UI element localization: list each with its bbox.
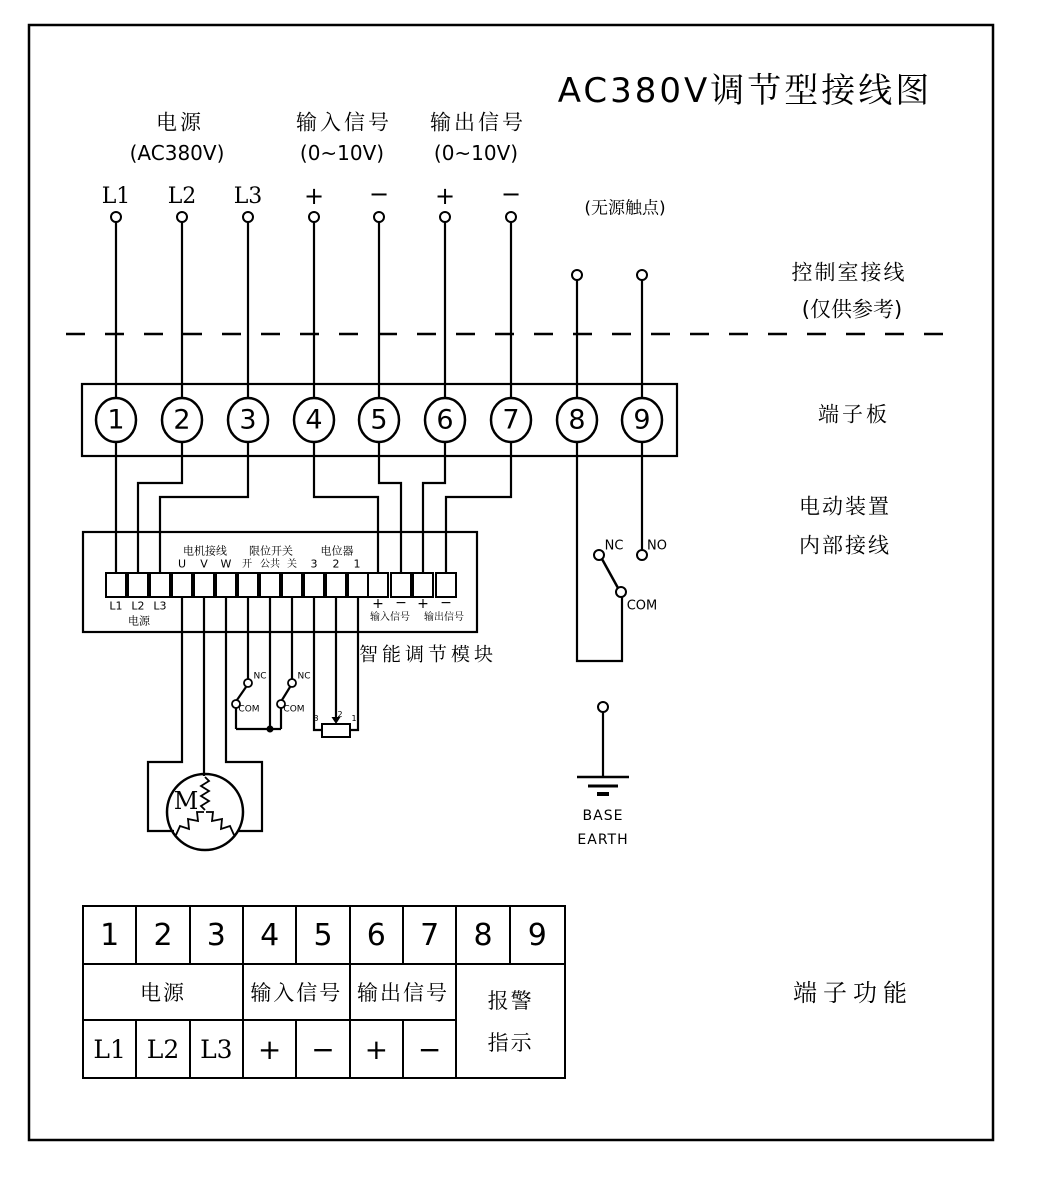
- table-number-1: 1: [84, 907, 137, 965]
- pot-3-wire: [314, 597, 322, 730]
- table-value-l2: L2: [137, 1021, 190, 1077]
- module-name-label: 智能调节模块: [358, 643, 498, 666]
- board-terminal-1: 1: [107, 404, 125, 436]
- limit-b-com-label: COM: [283, 704, 305, 715]
- module-term-p1: 1: [353, 557, 361, 571]
- alarm-switch: [594, 550, 647, 597]
- earth-label-line1: BASE: [582, 808, 624, 824]
- table-value-out-plus: +: [351, 1021, 404, 1077]
- module-term-l2: L2: [131, 599, 145, 613]
- module-output-label: 输出信号: [424, 612, 464, 623]
- alarm-no-label: NO: [647, 538, 667, 554]
- device-label-line1: 电动装置: [799, 494, 891, 519]
- limit-b-nc-label: NC: [297, 671, 311, 682]
- field-tag-output-minus: −: [500, 180, 522, 208]
- table-number-6: 6: [351, 907, 404, 965]
- module-term-p3: 3: [310, 557, 318, 571]
- terminal-board-label: 端子板: [818, 402, 890, 427]
- input-group-spec: (0~10V): [299, 141, 385, 165]
- field-tag-input-plus: +: [303, 182, 325, 210]
- table-power-group: 电源: [84, 965, 244, 1021]
- limit-a-nc-label: NC: [253, 671, 267, 682]
- module-power-label: 电源: [128, 614, 150, 628]
- field-tag-l2: L2: [167, 184, 197, 209]
- diagram-title: AC380V调节型接线图: [557, 71, 933, 111]
- table-value-in-plus: +: [244, 1021, 297, 1077]
- alarm-no-contact: [637, 550, 647, 560]
- board-terminal-4: 4: [305, 404, 323, 436]
- field-tag-l1: L1: [101, 184, 131, 209]
- power-group-label: 电源: [156, 110, 204, 135]
- module-input-label: 输入信号: [370, 612, 410, 623]
- motor-winding-top: [201, 777, 209, 810]
- field-wires: [116, 222, 642, 399]
- module-term-u: U: [177, 557, 187, 571]
- pot-3-label: 3: [313, 714, 319, 723]
- table-number-7: 7: [404, 907, 457, 965]
- module-term-close: 关: [287, 559, 297, 570]
- function-table-caption: 端子功能: [793, 979, 913, 1007]
- table-alarm-line1: 报警: [487, 989, 534, 1013]
- module-term-p2: 2: [332, 557, 340, 571]
- module-in-plus: +: [372, 596, 384, 612]
- motor-winding-left: [176, 812, 204, 835]
- module-in-minus: −: [395, 595, 407, 611]
- module-term-v: V: [200, 557, 208, 571]
- power-group-spec: (AC380V): [129, 141, 225, 165]
- field-tag-output-plus: +: [434, 182, 456, 210]
- table-number-5: 5: [297, 907, 350, 965]
- module-out-plus: +: [417, 596, 429, 612]
- device-label-line2: 内部接线: [799, 533, 891, 558]
- earth-contact: [598, 702, 608, 712]
- field-tag-l3: L3: [233, 184, 263, 209]
- output-group-spec: (0~10V): [433, 141, 519, 165]
- module-motor-group-label: 电机接线: [183, 544, 227, 558]
- table-number-9: 9: [511, 907, 564, 965]
- table-value-out-minus: −: [404, 1021, 457, 1077]
- pot-1-wire: [350, 597, 358, 730]
- module-term-l3: L3: [153, 599, 167, 613]
- table-number-4: 4: [244, 907, 297, 965]
- table-alarm-group: [457, 965, 564, 1077]
- dry-contact-label: (无源触点): [584, 198, 666, 219]
- motor-label: M: [173, 787, 199, 815]
- control-room-note-line1: 控制室接线: [791, 260, 907, 285]
- board-terminal-2: 2: [173, 404, 191, 436]
- board-terminal-6: 6: [436, 404, 454, 436]
- motor-winding-right: [206, 812, 234, 835]
- table-number-8: 8: [457, 907, 510, 965]
- module-limit-group-label: 限位开关: [249, 544, 293, 558]
- table-alarm-line2: 指示: [487, 1031, 534, 1055]
- table-output-group: 输出信号: [351, 965, 458, 1021]
- alarm-com-label: COM: [626, 598, 658, 614]
- board-terminal-3: 3: [239, 404, 257, 436]
- table-value-l3: L3: [191, 1021, 244, 1077]
- table-number-2: 2: [137, 907, 190, 965]
- pot-1-label: 1: [351, 714, 357, 723]
- control-room-note-line2: (仅供参考): [801, 297, 903, 322]
- module-term-w: W: [220, 557, 232, 571]
- limit-a-com-label: COM: [238, 704, 260, 715]
- alarm-nc-label: NC: [604, 538, 624, 554]
- module-term-open: 开: [242, 559, 252, 570]
- input-group-label: 输入信号: [296, 110, 392, 135]
- module-pot-group-label: 电位器: [320, 544, 354, 558]
- output-group-label: 输出信号: [430, 110, 526, 135]
- potentiometer: [322, 717, 350, 737]
- alarm-switch-lever: [602, 559, 618, 588]
- board-terminal-9: 9: [633, 404, 651, 436]
- junction-dot: [267, 726, 274, 733]
- table-number-3: 3: [191, 907, 244, 965]
- board-terminal-8: 8: [568, 404, 586, 436]
- module-term-common: 公共: [260, 559, 280, 570]
- table-value-l1: L1: [84, 1021, 137, 1077]
- alarm-nc-contact: [594, 550, 604, 560]
- module-term-l1: L1: [109, 599, 123, 613]
- module-out-minus: −: [440, 595, 452, 611]
- board-terminal-5: 5: [370, 404, 388, 436]
- terminal-function-table: [82, 905, 566, 1079]
- table-input-group: 输入信号: [244, 965, 351, 1021]
- pot-2-label: 2: [337, 710, 343, 719]
- earth-symbol: [577, 702, 629, 794]
- module-terminal-squares: [106, 573, 456, 597]
- table-value-in-minus: −: [297, 1021, 350, 1077]
- alarm-com-contact: [616, 587, 626, 597]
- field-tag-input-minus: −: [368, 180, 390, 208]
- board-terminal-7: 7: [502, 404, 520, 436]
- earth-label-line2: EARTH: [577, 832, 629, 848]
